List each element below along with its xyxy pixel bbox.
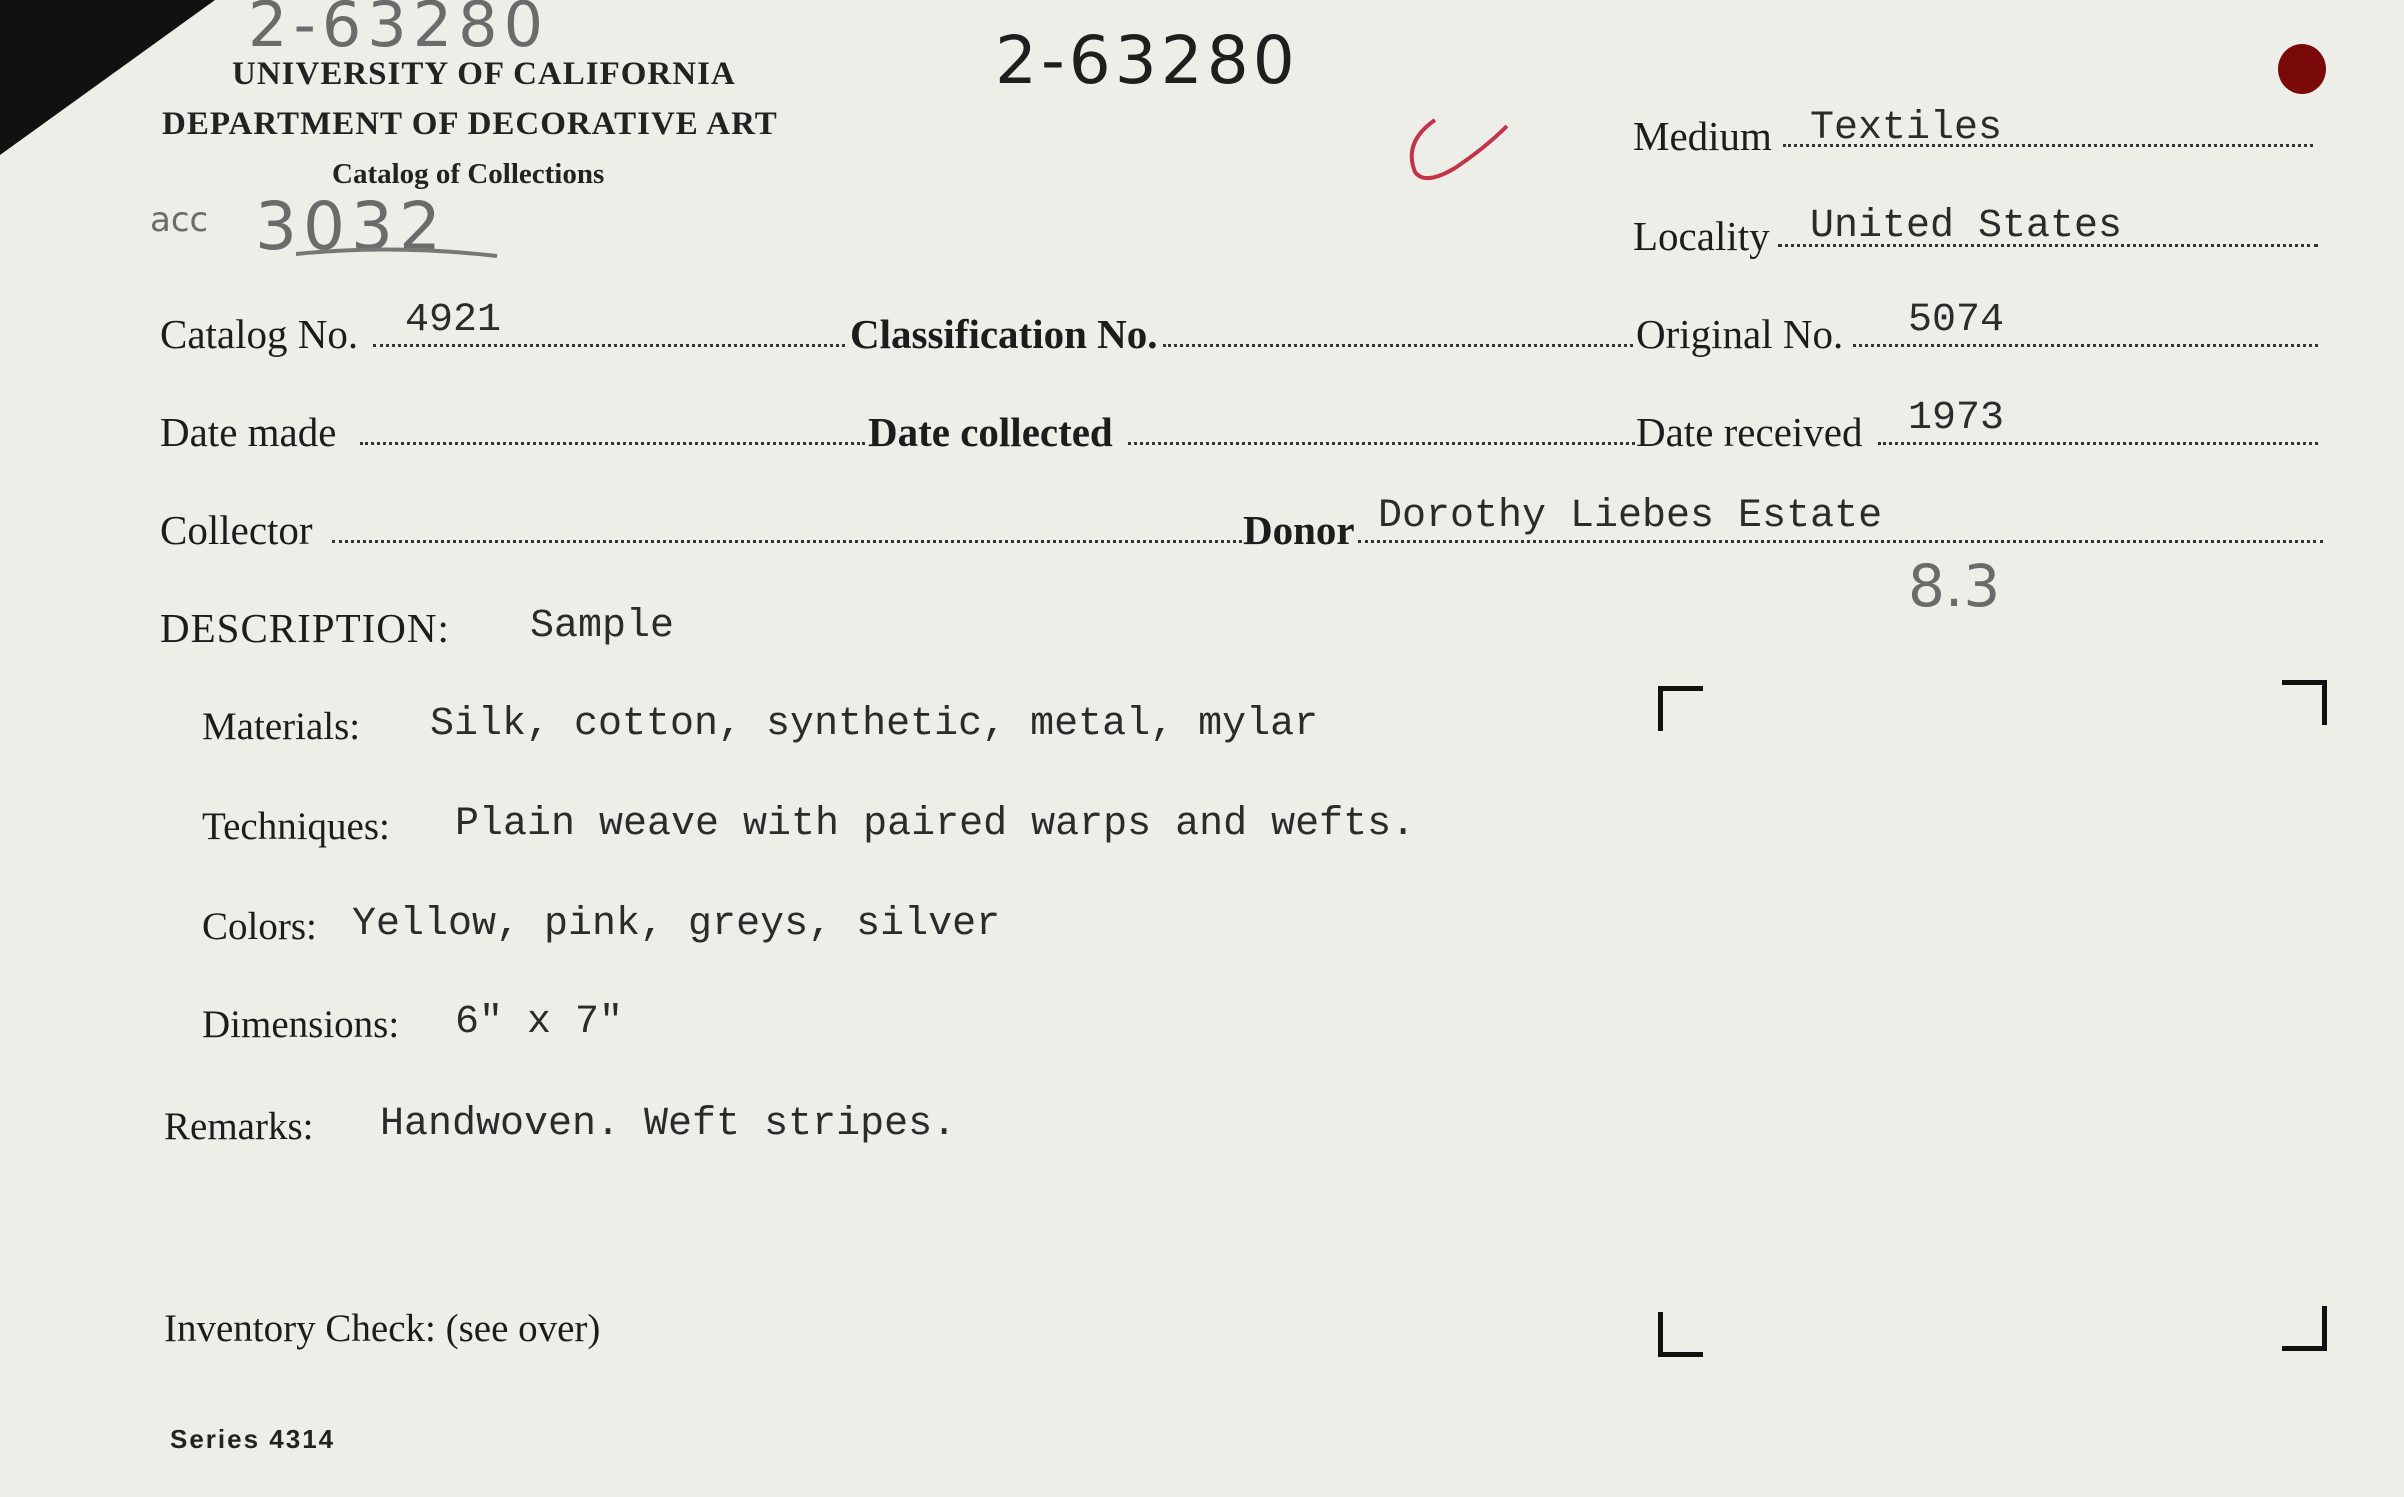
- collector-dotted-line: [332, 540, 1242, 543]
- header-university: UNIVERSITY OF CALIFORNIA: [232, 56, 736, 92]
- remarks-value: Handwoven. Weft stripes.: [380, 1102, 957, 1147]
- crop-mark-top-right: [2282, 680, 2327, 725]
- original-no-value: 5074: [1908, 298, 2005, 343]
- date-made-label: Date made: [160, 409, 337, 455]
- crop-mark-bottom-right: [2282, 1306, 2327, 1351]
- remarks-label: Remarks:: [164, 1105, 314, 1148]
- date-received-value: 1973: [1908, 396, 2005, 441]
- materials-value: Silk, cotton, synthetic, metal, mylar: [430, 702, 1319, 747]
- pencil-catalog-number: 2-63280: [248, 0, 550, 61]
- dimensions-label: Dimensions:: [202, 1003, 400, 1046]
- red-check-icon: [1395, 112, 1515, 192]
- dimensions-value: 6" x 7": [455, 1000, 624, 1045]
- red-dot-icon: [2278, 44, 2326, 94]
- original-no-label: Original No.: [1636, 311, 1844, 357]
- materials-label: Materials:: [202, 705, 361, 748]
- date-received-dotted-line: [1878, 442, 2318, 445]
- collector-label: Collector: [160, 507, 313, 553]
- locality-label: Locality: [1633, 213, 1770, 259]
- locality-value: United States: [1810, 204, 2123, 249]
- acc-prefix: acc: [150, 200, 209, 240]
- header-catalog: Catalog of Collections: [332, 158, 605, 190]
- catalog-no-dotted-line: [373, 344, 845, 347]
- ink-catalog-number: 2-63280: [995, 22, 1299, 99]
- colors-value: Yellow, pink, greys, silver: [352, 902, 1001, 947]
- donor-value: Dorothy Liebes Estate: [1378, 494, 1883, 539]
- date-made-dotted-line: [360, 442, 865, 445]
- crop-mark-top-left: [1658, 686, 1703, 731]
- techniques-label: Techniques:: [202, 805, 390, 848]
- acc-underline: [292, 240, 502, 264]
- colors-label: Colors:: [202, 905, 317, 948]
- header-department: DEPARTMENT OF DECORATIVE ART: [162, 106, 778, 142]
- medium-value: Textiles: [1810, 106, 2003, 151]
- shelf-number: 8.3: [1908, 552, 2001, 620]
- techniques-value: Plain weave with paired warps and wefts.: [455, 802, 1416, 847]
- crop-mark-bottom-left: [1658, 1312, 1703, 1357]
- catalog-no-value: 4921: [405, 298, 502, 343]
- date-received-label: Date received: [1636, 409, 1863, 455]
- classification-no-dotted-line: [1163, 344, 1633, 347]
- donor-dotted-line: [1358, 540, 2323, 543]
- original-no-dotted-line: [1853, 344, 2318, 347]
- catalog-no-label: Catalog No.: [160, 311, 359, 357]
- donor-label: Donor: [1243, 507, 1355, 553]
- description-label: DESCRIPTION:: [160, 605, 450, 651]
- acc-number: 3032: [255, 188, 447, 265]
- date-collected-dotted-line: [1128, 442, 1635, 445]
- classification-no-label: Classification No.: [850, 311, 1158, 357]
- description-value: Sample: [530, 604, 675, 649]
- series-number: Series 4314: [170, 1424, 336, 1454]
- medium-label: Medium: [1633, 113, 1772, 159]
- inventory-check: Inventory Check: (see over): [164, 1307, 601, 1350]
- date-collected-label: Date collected: [868, 409, 1113, 455]
